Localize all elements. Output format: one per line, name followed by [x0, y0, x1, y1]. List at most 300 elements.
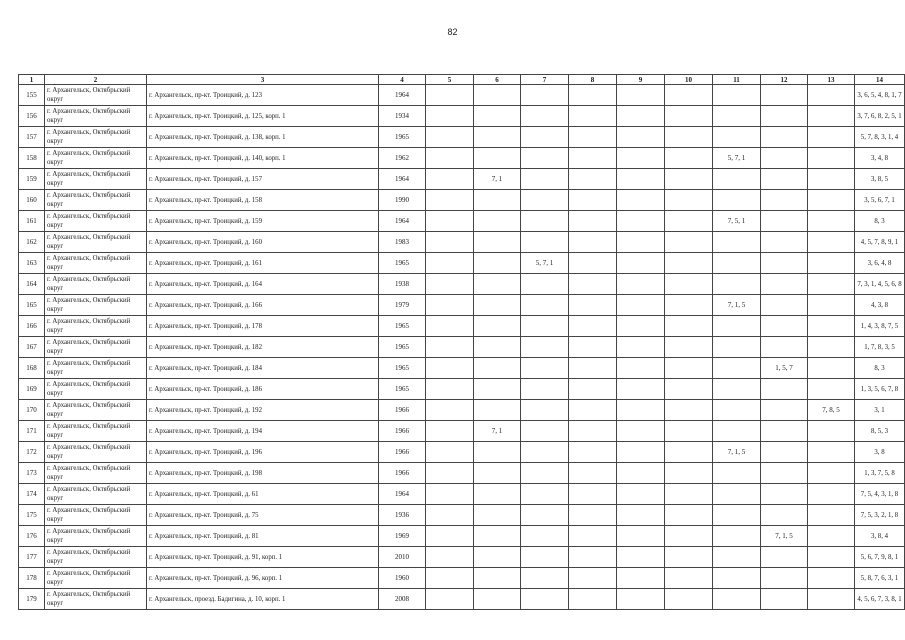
col12-cell — [761, 316, 808, 337]
col13-cell — [808, 589, 855, 610]
col13-cell — [808, 568, 855, 589]
col6-cell — [474, 274, 521, 295]
col7-cell — [521, 547, 569, 568]
col9-cell — [617, 190, 665, 211]
district-cell: г. Архангельск, Октябрьский округ — [45, 211, 147, 232]
col8-cell — [569, 505, 617, 526]
row-number-cell: 155 — [19, 85, 45, 106]
district-cell: г. Архангельск, Октябрьский округ — [45, 295, 147, 316]
district-cell: г. Архангельск, Октябрьский округ — [45, 232, 147, 253]
col14-cell: 7, 5, 4, 3, 1, 8 — [855, 484, 905, 505]
table-row — [19, 316, 905, 337]
col5-cell — [426, 316, 474, 337]
col11-cell: 7, 5, 1 — [713, 211, 761, 232]
col5-cell — [426, 127, 474, 148]
col6-cell — [474, 106, 521, 127]
row-number-cell: 175 — [19, 505, 45, 526]
col5-cell — [426, 253, 474, 274]
col12-cell — [761, 232, 808, 253]
col12-cell — [761, 253, 808, 274]
table-row — [19, 568, 905, 589]
address-cell: г. Архангельск, пр-кт. Троицкий, д. 140, корп. 1 — [147, 148, 379, 169]
row-number-cell: 167 — [19, 337, 45, 358]
col8-cell — [569, 484, 617, 505]
table-row — [19, 253, 905, 274]
col11-cell — [713, 484, 761, 505]
col12-cell — [761, 106, 808, 127]
col6-cell — [474, 484, 521, 505]
col11-cell — [713, 463, 761, 484]
col12-cell — [761, 337, 808, 358]
col9-cell — [617, 85, 665, 106]
header-row — [19, 75, 905, 85]
table-row — [19, 274, 905, 295]
col8-cell — [569, 211, 617, 232]
col7-cell — [521, 484, 569, 505]
district-cell: г. Архангельск, Октябрьский округ — [45, 463, 147, 484]
col7-cell — [521, 127, 569, 148]
row-number-cell: 157 — [19, 127, 45, 148]
col12-cell — [761, 484, 808, 505]
address-cell: г. Архангельск, пр-кт. Троицкий, д. 184 — [147, 358, 379, 379]
col10-cell — [665, 127, 713, 148]
col9-cell — [617, 316, 665, 337]
col-header: 4 — [379, 75, 426, 85]
col5-cell — [426, 358, 474, 379]
col-header: 8 — [569, 75, 617, 85]
row-number-cell: 164 — [19, 274, 45, 295]
row-number-cell: 173 — [19, 463, 45, 484]
address-cell: г. Архангельск, пр-кт. Троицкий, д. 125, корп. 1 — [147, 106, 379, 127]
col11-cell — [713, 589, 761, 610]
col10-cell — [665, 316, 713, 337]
col5-cell — [426, 547, 474, 568]
col10-cell — [665, 358, 713, 379]
col8-cell — [569, 169, 617, 190]
col8-cell — [569, 568, 617, 589]
col10-cell — [665, 190, 713, 211]
district-cell: г. Архангельск, Октябрьский округ — [45, 358, 147, 379]
col14-cell: 8, 5, 3 — [855, 421, 905, 442]
year-cell: 1964 — [379, 169, 426, 190]
col6-cell — [474, 463, 521, 484]
col10-cell — [665, 568, 713, 589]
col14-cell: 3, 4, 8 — [855, 148, 905, 169]
col10-cell — [665, 211, 713, 232]
col7-cell — [521, 169, 569, 190]
col9-cell — [617, 169, 665, 190]
row-number-cell: 159 — [19, 169, 45, 190]
col11-cell — [713, 526, 761, 547]
row-number-cell: 174 — [19, 484, 45, 505]
col13-cell — [808, 253, 855, 274]
year-cell: 1964 — [379, 211, 426, 232]
col9-cell — [617, 295, 665, 316]
col-header: 2 — [45, 75, 147, 85]
col13-cell — [808, 295, 855, 316]
district-cell: г. Архангельск, Октябрьский округ — [45, 505, 147, 526]
col9-cell — [617, 547, 665, 568]
col13-cell — [808, 484, 855, 505]
col14-cell: 3, 8, 4 — [855, 526, 905, 547]
col11-cell — [713, 358, 761, 379]
col10-cell — [665, 106, 713, 127]
col11-cell — [713, 85, 761, 106]
col6-cell — [474, 85, 521, 106]
col8-cell — [569, 274, 617, 295]
col13-cell — [808, 547, 855, 568]
col12-cell — [761, 211, 808, 232]
col13-cell — [808, 505, 855, 526]
col9-cell — [617, 274, 665, 295]
col6-cell — [474, 379, 521, 400]
col5-cell — [426, 106, 474, 127]
col14-cell: 7, 5, 3, 2, 1, 8 — [855, 505, 905, 526]
address-cell: г. Архангельск, проезд. Бадигина, д. 10, корп. 1 — [147, 589, 379, 610]
col10-cell — [665, 547, 713, 568]
col12-cell: 7, 1, 5 — [761, 526, 808, 547]
col14-cell: 8, 3 — [855, 358, 905, 379]
col10-cell — [665, 442, 713, 463]
year-cell: 1960 — [379, 568, 426, 589]
col9-cell — [617, 526, 665, 547]
col10-cell — [665, 274, 713, 295]
col14-cell: 3, 8 — [855, 442, 905, 463]
row-number-cell: 160 — [19, 190, 45, 211]
col13-cell: 7, 8, 5 — [808, 400, 855, 421]
col5-cell — [426, 442, 474, 463]
col7-cell — [521, 358, 569, 379]
col9-cell — [617, 568, 665, 589]
col6-cell — [474, 211, 521, 232]
col5-cell — [426, 589, 474, 610]
col12-cell — [761, 148, 808, 169]
col11-cell: 5, 7, 1 — [713, 148, 761, 169]
col14-cell: 3, 7, 6, 8, 2, 5, 1 — [855, 106, 905, 127]
col13-cell — [808, 85, 855, 106]
col12-cell — [761, 547, 808, 568]
col13-cell — [808, 190, 855, 211]
address-cell: г. Архангельск, пр-кт. Троицкий, д. 138, корп. 1 — [147, 127, 379, 148]
table-row — [19, 484, 905, 505]
col8-cell — [569, 589, 617, 610]
district-cell: г. Архангельск, Октябрьский округ — [45, 400, 147, 421]
col-header: 5 — [426, 75, 474, 85]
col11-cell — [713, 169, 761, 190]
year-cell: 1966 — [379, 421, 426, 442]
district-cell: г. Архангельск, Октябрьский округ — [45, 379, 147, 400]
col8-cell — [569, 337, 617, 358]
year-cell: 2008 — [379, 589, 426, 610]
col14-cell: 3, 6, 4, 8 — [855, 253, 905, 274]
col-header: 13 — [808, 75, 855, 85]
col6-cell — [474, 316, 521, 337]
col10-cell — [665, 169, 713, 190]
col8-cell — [569, 295, 617, 316]
year-cell: 1962 — [379, 148, 426, 169]
col14-cell: 1, 3, 5, 6, 7, 8 — [855, 379, 905, 400]
row-number-cell: 163 — [19, 253, 45, 274]
col13-cell — [808, 274, 855, 295]
col6-cell — [474, 295, 521, 316]
col-header: 3 — [147, 75, 379, 85]
year-cell: 1983 — [379, 232, 426, 253]
row-number-cell: 172 — [19, 442, 45, 463]
register-table — [18, 74, 905, 610]
col7-cell — [521, 232, 569, 253]
table-row — [19, 85, 905, 106]
year-cell: 1979 — [379, 295, 426, 316]
col10-cell — [665, 463, 713, 484]
col10-cell — [665, 295, 713, 316]
col6-cell: 7, 1 — [474, 421, 521, 442]
col14-cell: 8, 3 — [855, 211, 905, 232]
col12-cell — [761, 190, 808, 211]
col5-cell — [426, 526, 474, 547]
col13-cell — [808, 379, 855, 400]
col7-cell — [521, 463, 569, 484]
district-cell: г. Архангельск, Октябрьский округ — [45, 148, 147, 169]
col13-cell — [808, 211, 855, 232]
col9-cell — [617, 106, 665, 127]
col-header: 12 — [761, 75, 808, 85]
col8-cell — [569, 547, 617, 568]
col12-cell — [761, 169, 808, 190]
col5-cell — [426, 505, 474, 526]
col14-cell: 5, 6, 7, 9, 8, 1 — [855, 547, 905, 568]
col14-cell: 4, 3, 8 — [855, 295, 905, 316]
col13-cell — [808, 232, 855, 253]
col12-cell: 1, 5, 7 — [761, 358, 808, 379]
row-number-cell: 170 — [19, 400, 45, 421]
row-number-cell: 158 — [19, 148, 45, 169]
col-header: 11 — [713, 75, 761, 85]
col8-cell — [569, 190, 617, 211]
col12-cell — [761, 85, 808, 106]
col6-cell — [474, 148, 521, 169]
col13-cell — [808, 316, 855, 337]
year-cell: 1938 — [379, 274, 426, 295]
address-cell: г. Архангельск, пр-кт. Троицкий, д. 123 — [147, 85, 379, 106]
col11-cell — [713, 337, 761, 358]
col7-cell — [521, 421, 569, 442]
table-row — [19, 295, 905, 316]
row-number-cell: 169 — [19, 379, 45, 400]
col5-cell — [426, 568, 474, 589]
district-cell: г. Архангельск, Октябрьский округ — [45, 337, 147, 358]
row-number-cell: 176 — [19, 526, 45, 547]
year-cell: 1965 — [379, 316, 426, 337]
col10-cell — [665, 484, 713, 505]
col13-cell — [808, 106, 855, 127]
col-header: 14 — [855, 75, 905, 85]
table-row — [19, 526, 905, 547]
col7-cell — [521, 337, 569, 358]
year-cell: 1966 — [379, 442, 426, 463]
col6-cell — [474, 358, 521, 379]
col6-cell — [474, 337, 521, 358]
address-cell: г. Архангельск, пр-кт. Троицкий, д. 182 — [147, 337, 379, 358]
col5-cell — [426, 463, 474, 484]
col13-cell — [808, 421, 855, 442]
year-cell: 1966 — [379, 400, 426, 421]
col5-cell — [426, 169, 474, 190]
col9-cell — [617, 358, 665, 379]
col-header: 6 — [474, 75, 521, 85]
col14-cell: 3, 6, 5, 4, 8, 1, 7 — [855, 85, 905, 106]
col11-cell: 7, 1, 5 — [713, 442, 761, 463]
col9-cell — [617, 211, 665, 232]
address-cell: г. Архангельск, пр-кт. Троицкий, д. 164 — [147, 274, 379, 295]
table-row — [19, 148, 905, 169]
year-cell: 1990 — [379, 190, 426, 211]
col7-cell — [521, 400, 569, 421]
year-cell: 1964 — [379, 484, 426, 505]
table-row — [19, 106, 905, 127]
col14-cell: 3, 1 — [855, 400, 905, 421]
table-row — [19, 589, 905, 610]
col10-cell — [665, 400, 713, 421]
col11-cell — [713, 400, 761, 421]
col6-cell — [474, 589, 521, 610]
address-cell: г. Архангельск, пр-кт. Троицкий, д. 194 — [147, 421, 379, 442]
col8-cell — [569, 106, 617, 127]
col7-cell — [521, 589, 569, 610]
col9-cell — [617, 484, 665, 505]
address-cell: г. Архангельск, пр-кт. Троицкий, д. 61 — [147, 484, 379, 505]
table-row — [19, 547, 905, 568]
year-cell: 1965 — [379, 253, 426, 274]
col12-cell — [761, 379, 808, 400]
col-header: 1 — [19, 75, 45, 85]
district-cell: г. Архангельск, Октябрьский округ — [45, 526, 147, 547]
col12-cell — [761, 463, 808, 484]
district-cell: г. Архангельск, Октябрьский округ — [45, 127, 147, 148]
col8-cell — [569, 379, 617, 400]
address-cell: г. Архангельск, пр-кт. Троицкий, д. 157 — [147, 169, 379, 190]
col7-cell — [521, 106, 569, 127]
col11-cell — [713, 106, 761, 127]
col7-cell — [521, 85, 569, 106]
col10-cell — [665, 85, 713, 106]
col10-cell — [665, 421, 713, 442]
col6-cell — [474, 253, 521, 274]
col7-cell: 5, 7, 1 — [521, 253, 569, 274]
col8-cell — [569, 421, 617, 442]
table-row — [19, 190, 905, 211]
col12-cell — [761, 295, 808, 316]
table-row — [19, 421, 905, 442]
col6-cell — [474, 547, 521, 568]
col6-cell — [474, 127, 521, 148]
col7-cell — [521, 526, 569, 547]
col12-cell — [761, 127, 808, 148]
year-cell: 1966 — [379, 463, 426, 484]
district-cell: г. Архангельск, Октябрьский округ — [45, 274, 147, 295]
district-cell: г. Архангельск, Октябрьский округ — [45, 190, 147, 211]
row-number-cell: 178 — [19, 568, 45, 589]
col9-cell — [617, 148, 665, 169]
address-cell: г. Архангельск, пр-кт. Троицкий, д. 198 — [147, 463, 379, 484]
address-cell: г. Архангельск, пр-кт. Троицкий, д. 81 — [147, 526, 379, 547]
table-row — [19, 463, 905, 484]
col8-cell — [569, 358, 617, 379]
col6-cell — [474, 442, 521, 463]
col6-cell — [474, 526, 521, 547]
col-header: 9 — [617, 75, 665, 85]
col13-cell — [808, 337, 855, 358]
col11-cell — [713, 253, 761, 274]
col10-cell — [665, 379, 713, 400]
year-cell: 2010 — [379, 547, 426, 568]
col5-cell — [426, 85, 474, 106]
col5-cell — [426, 274, 474, 295]
col11-cell — [713, 568, 761, 589]
address-cell: г. Архангельск, пр-кт. Троицкий, д. 186 — [147, 379, 379, 400]
row-number-cell: 156 — [19, 106, 45, 127]
col5-cell — [426, 190, 474, 211]
table-row — [19, 358, 905, 379]
col5-cell — [426, 232, 474, 253]
col10-cell — [665, 148, 713, 169]
col11-cell — [713, 232, 761, 253]
col13-cell — [808, 127, 855, 148]
table-row — [19, 127, 905, 148]
col-header: 7 — [521, 75, 569, 85]
col11-cell — [713, 190, 761, 211]
col7-cell — [521, 190, 569, 211]
district-cell: г. Архангельск, Октябрьский округ — [45, 169, 147, 190]
col5-cell — [426, 337, 474, 358]
col7-cell — [521, 148, 569, 169]
col14-cell: 4, 5, 7, 8, 9, 1 — [855, 232, 905, 253]
col13-cell — [808, 169, 855, 190]
col12-cell — [761, 442, 808, 463]
col14-cell: 1, 7, 8, 3, 5 — [855, 337, 905, 358]
col13-cell — [808, 463, 855, 484]
district-cell: г. Архангельск, Октябрьский округ — [45, 253, 147, 274]
district-cell: г. Архангельск, Октябрьский округ — [45, 421, 147, 442]
col11-cell — [713, 547, 761, 568]
col12-cell — [761, 274, 808, 295]
col13-cell — [808, 442, 855, 463]
district-cell: г. Архангельск, Октябрьский округ — [45, 316, 147, 337]
col11-cell — [713, 127, 761, 148]
year-cell: 1965 — [379, 337, 426, 358]
col10-cell — [665, 589, 713, 610]
col14-cell: 3, 5, 6, 7, 1 — [855, 190, 905, 211]
col8-cell — [569, 400, 617, 421]
year-cell: 1965 — [379, 358, 426, 379]
district-cell: г. Архангельск, Октябрьский округ — [45, 547, 147, 568]
address-cell: г. Архангельск, пр-кт. Троицкий, д. 75 — [147, 505, 379, 526]
year-cell: 1964 — [379, 85, 426, 106]
col10-cell — [665, 232, 713, 253]
col7-cell — [521, 379, 569, 400]
year-cell: 1965 — [379, 127, 426, 148]
col6-cell — [474, 568, 521, 589]
col8-cell — [569, 232, 617, 253]
year-cell: 1969 — [379, 526, 426, 547]
col14-cell: 5, 8, 7, 6, 3, 1 — [855, 568, 905, 589]
address-cell: г. Архангельск, пр-кт. Троицкий, д. 158 — [147, 190, 379, 211]
col14-cell: 4, 5, 6, 7, 3, 8, 1 — [855, 589, 905, 610]
col8-cell — [569, 253, 617, 274]
col14-cell: 1, 3, 7, 5, 8 — [855, 463, 905, 484]
year-cell: 1936 — [379, 505, 426, 526]
address-cell: г. Архангельск, пр-кт. Троицкий, д. 192 — [147, 400, 379, 421]
col13-cell — [808, 148, 855, 169]
